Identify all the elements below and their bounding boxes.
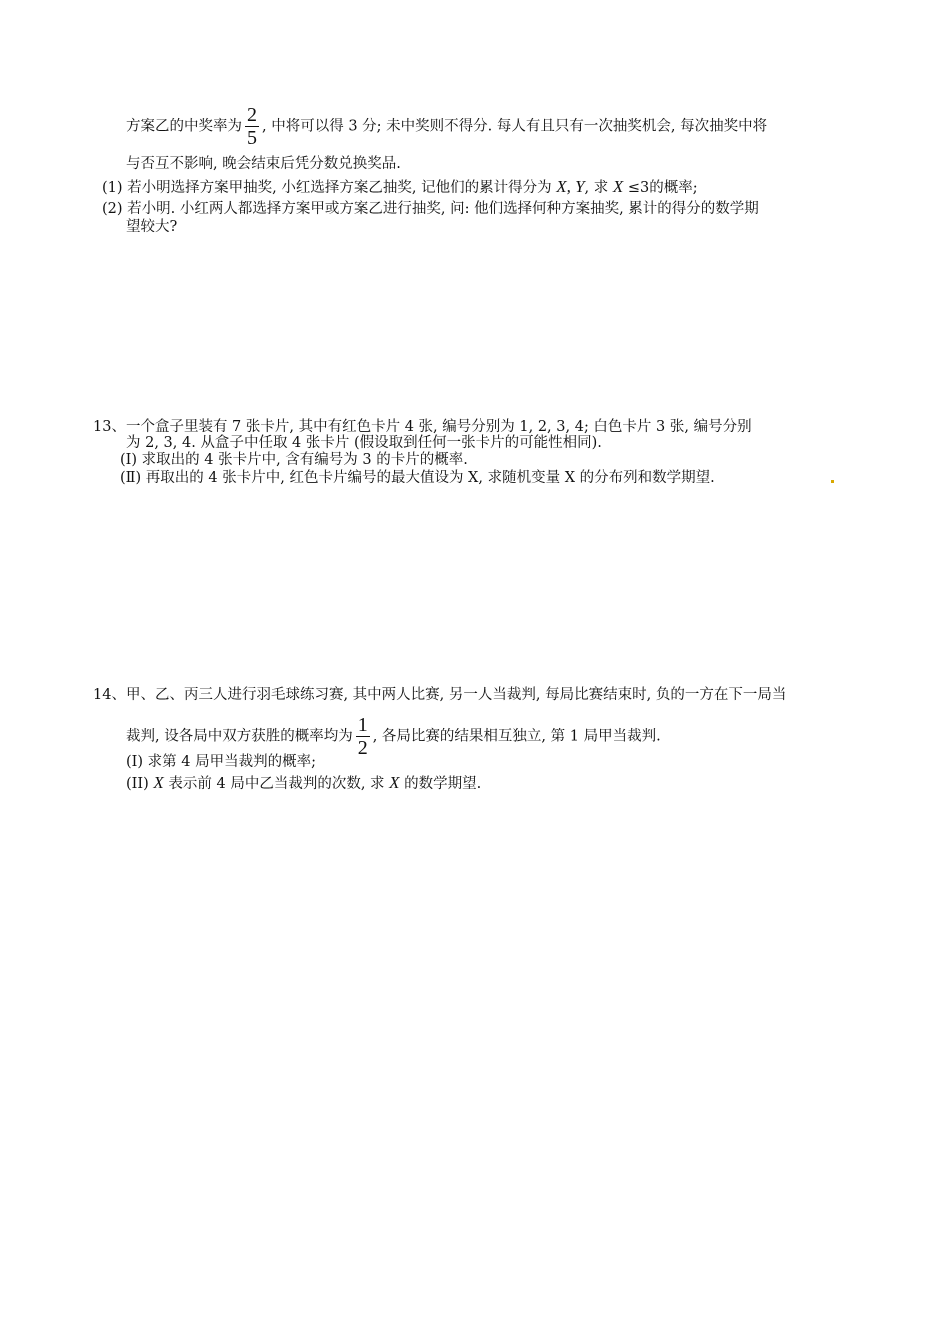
p14-statement-line-1: 14、甲、乙、丙三人进行羽毛球练习赛, 其中两人比赛, 另一人当裁判, 每局比赛结束时, 负的一方在下一局当 <box>93 687 787 703</box>
fraction-numerator: 1 <box>357 714 368 736</box>
fraction-denominator: 2 <box>357 737 368 759</box>
math-inequality: ≤3 <box>627 180 650 196</box>
p12-continuation-line <box>126 104 767 149</box>
p13-question-2: (Ⅱ) 再取出的 4 张卡片中, 红色卡片编号的最大值设为 X, 求随机变量 X 的分布列和数学期望. <box>120 470 715 486</box>
p12-question-1 <box>102 177 698 198</box>
p12-text-after-fraction: , 中将可以得 3 分; 未中奖则不得分. 每人有且只有一次抽奖机会, 每次抽奖中将 <box>262 118 768 135</box>
p14-q2-mid-text: 表示前 4 局中乙当裁判的次数, 求 <box>168 776 385 792</box>
p12-question-2-line-2: 望较大? <box>126 219 178 235</box>
math-variable-x: X <box>389 773 400 792</box>
p12-question-2-line-1: (2) 若小明. 小红两人都选择方案甲或方案乙进行抽奖, 问: 他们选择何种方案抽奖, 累计的得分的数学期 <box>102 201 759 217</box>
p13-question-1: (Ⅰ) 求取出的 4 张卡片中, 含有编号为 3 的卡片的概率. <box>120 452 468 468</box>
p14-text-after-fraction: , 各局比赛的结果相互独立, 第 1 局甲当裁判. <box>372 728 661 745</box>
p13-statement-line-2: 为 2, 3, 4. 从盒子中任取 4 张卡片 (假设取到任何一张卡片的可能性相同). <box>126 435 602 451</box>
fraction-one-half <box>356 714 370 759</box>
math-variable-x: X <box>612 177 624 196</box>
p14-question-2 <box>126 773 481 794</box>
math-variable-x: X <box>153 773 164 792</box>
fraction-two-fifths <box>245 104 259 149</box>
p12-q1-text: (1) 若小明选择方案甲抽奖, 小红选择方案乙抽奖, 记他们的累计得分为 <box>102 180 552 196</box>
p14-text-before-fraction: 裁判, 设各局中双方获胜的概率均为 <box>126 728 353 745</box>
fraction-numerator: 2 <box>247 104 257 126</box>
fraction-denominator: 5 <box>247 127 257 149</box>
p12-q1-end-text: 的概率; <box>649 180 698 196</box>
p14-q2-label: (II) <box>126 776 149 792</box>
p12-continuation-line-2: 与否互不影响, 晚会结束后凭分数兑换奖品. <box>126 156 401 172</box>
p12-text-before-fraction: 方案乙的中奖率为 <box>126 118 242 135</box>
p14-q2-end-text: 的数学期望. <box>404 776 482 792</box>
p12-q1-mid-text: , 求 <box>584 180 609 196</box>
stray-mark <box>831 480 834 483</box>
p14-question-1: (I) 求第 4 局甲当裁判的概率; <box>126 754 316 770</box>
math-variables-xy: X, Y <box>556 177 585 196</box>
p13-statement-line-1: 13、一个盒子里装有 7 张卡片, 其中有红色卡片 4 张, 编号分别为 1, 2, 3, 4; 白色卡片 3 张, 编号分别 <box>93 419 752 435</box>
